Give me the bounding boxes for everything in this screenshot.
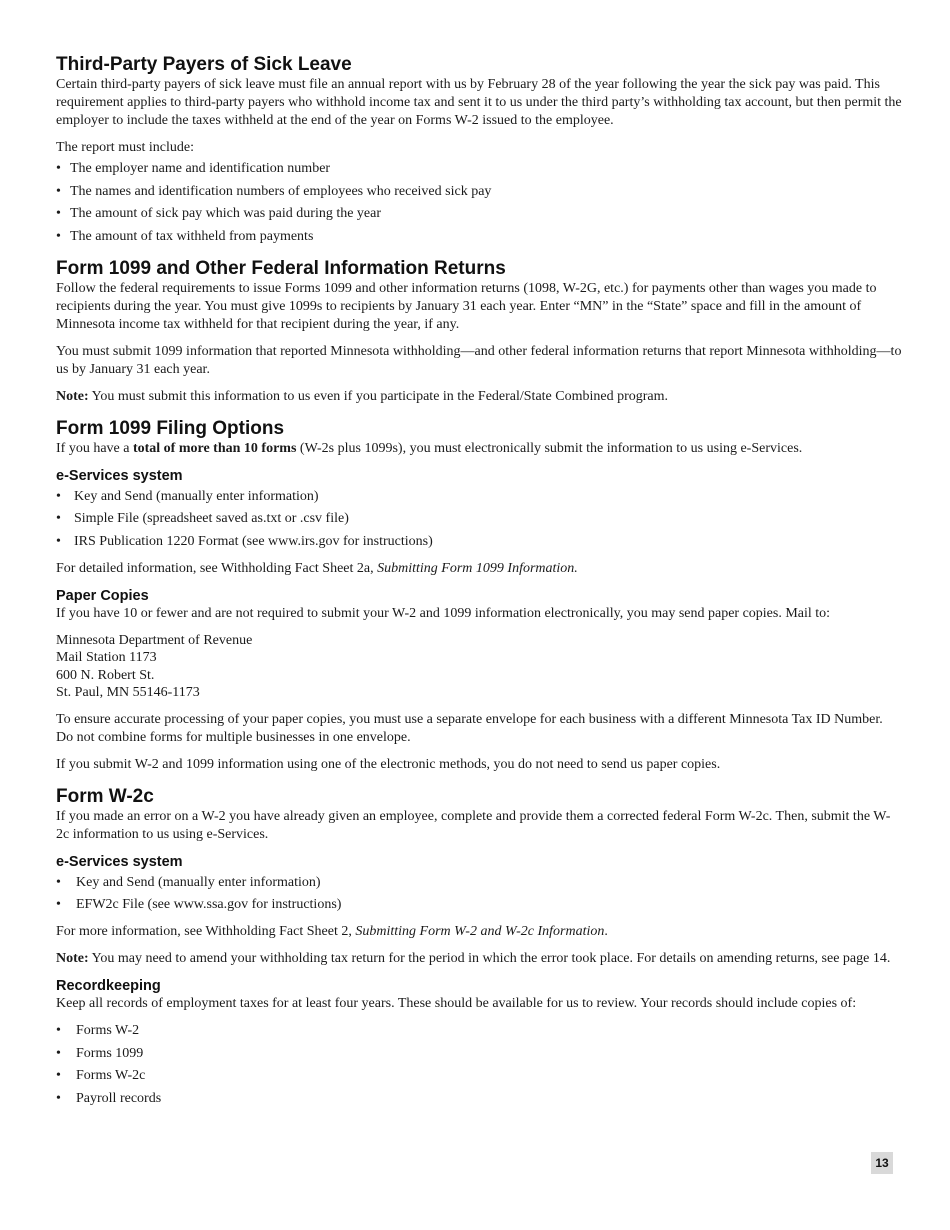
list-item: • IRS Publication 1220 Format (see www.irs.gov for instructions) (56, 533, 902, 551)
more-info-paragraph (56, 923, 902, 941)
eservices-options-list (56, 874, 902, 915)
paper-copies-paragraph: If you have 10 or fewer and are not required to submit your W-2 and 1099 information electronically, you may send paper copies. Mail to: (56, 605, 831, 621)
list-item: • Payroll records (56, 1090, 902, 1108)
list-item: • Key and Send (manually enter information) (56, 874, 902, 892)
page-number: 13 (871, 1152, 893, 1174)
list-item: • Forms 1099 (56, 1045, 902, 1063)
text-run: For more information, see Withholding Fact Sheet 2, (56, 924, 356, 939)
detailed-info-paragraph (56, 560, 902, 578)
paper-copies-paragraph-2: To ensure accurate processing of your paper copies, you must use a separate envelope for each business with a different Minnesota Tax ID Number. Do not combine forms for multiple businesses in one envelope. (56, 711, 883, 745)
address-line: Mail Station 1173 (56, 650, 157, 665)
report-requirements-list (56, 160, 902, 246)
section-form-1099 (56, 258, 902, 406)
note-text: You may need to amend your withholding tax return for the period in which the error took place. For details on amending returns, see page 14. (88, 951, 891, 966)
paper-copies-paragraph-3: If you submit W-2 and 1099 information using one of the electronic methods, you do not need to send us paper copies. (56, 756, 721, 772)
note-label: Note: (56, 951, 89, 966)
form-1099-paragraph-2: You must submit 1099 information that reported Minnesota withholding—and other federal information returns that report Minnesota withholding—to us by January 31 each year. (56, 343, 902, 377)
note-text: You must submit this information to us even if you participate in the Federal/State Combined program. (88, 388, 669, 404)
text-run: . (604, 924, 608, 939)
form-1099-note (56, 388, 902, 406)
eservices-heading: e-Services system (56, 467, 183, 484)
list-item: • Forms W-2 (56, 1022, 902, 1040)
text-run: (W-2s plus 1099s), you must electronically submit the information to us using e-Services. (296, 440, 803, 456)
sick-leave-heading: Third-Party Payers of Sick Leave (56, 54, 352, 75)
sick-leave-paragraph: Certain third-party payers of sick leave must file an annual report with us by February 28 of the year following the year the sick pay was paid. This requirement applies to third-party payers who withhold income tax and sent it to us under the third party’s withholding tax account, but then permit the employer to include the taxes withheld at the end of the year on Forms W-2 issued to the employee. (56, 77, 902, 128)
fact-sheet-title: Submitting Form 1099 Information. (377, 560, 578, 576)
eservices-options-list (56, 488, 902, 551)
filing-options-paragraph (56, 440, 902, 458)
section-sick-leave (56, 54, 902, 246)
text-run: For detailed information, see Withholding Fact Sheet 2a, (56, 560, 378, 576)
mailing-address (56, 632, 902, 702)
section-filing-options (56, 418, 902, 774)
paper-copies-heading: Paper Copies (56, 587, 149, 604)
list-item: • The names and identification numbers of employees who received sick pay (56, 183, 902, 201)
address-line: 600 N. Robert St. (56, 667, 155, 683)
list-item: • The amount of sick pay which was paid during the year (56, 205, 902, 223)
address-line: St. Paul, MN 55146-1173 (56, 685, 200, 700)
list-item: • EFW2c File (see www.ssa.gov for instructions) (56, 896, 902, 914)
records-list (56, 1022, 902, 1108)
form-1099-paragraph-1: Follow the federal requirements to issue Forms 1099 and other information returns (1098, W-2G, etc.) for payments other than wages you made to recipients during the year. You must give 1099s to recipients by January 31 each year. Enter “MN” in the “State” space and fill in the amount of Minnesota income tax withheld for that recipient during the year, if any. (56, 280, 877, 332)
eservices-heading: e-Services system (56, 853, 183, 870)
recordkeeping-paragraph: Keep all records of employment taxes for at least four years. These should be available for us to review. Your records should include copies of: (56, 996, 857, 1011)
form-w2c-paragraph: If you made an error on a W-2 you have already given an employee, complete and provide them a corrected federal Form W-2c. Then, submit the W-2c information to us using e-Services. (56, 808, 891, 842)
form-w2c-heading: Form W-2c (56, 785, 154, 807)
list-item: • Simple File (spreadsheet saved as.txt or .csv file) (56, 510, 902, 528)
address-line: Minnesota Department of Revenue (56, 632, 253, 648)
list-item: • Key and Send (manually enter information) (56, 488, 902, 506)
form-w2c-note (56, 950, 902, 968)
note-label: Note: (56, 388, 89, 404)
filing-options-heading: Form 1099 Filing Options (56, 417, 285, 439)
recordkeeping-heading: Recordkeeping (56, 978, 161, 994)
text-run: If you have a (56, 440, 133, 456)
report-list-intro: The report must include: (56, 140, 195, 155)
document-page (56, 54, 902, 1108)
form-1099-heading: Form 1099 and Other Federal Information Returns (56, 257, 506, 279)
list-item: • The amount of tax withheld from payments (56, 228, 902, 246)
section-form-w2c (56, 786, 902, 1108)
fact-sheet-title: Submitting Form W-2 and W-2c Information (355, 924, 605, 939)
bold-text-run: total of more than 10 forms (132, 440, 297, 456)
list-item: • The employer name and identification number (56, 160, 902, 178)
list-item: • Forms W-2c (56, 1067, 902, 1085)
